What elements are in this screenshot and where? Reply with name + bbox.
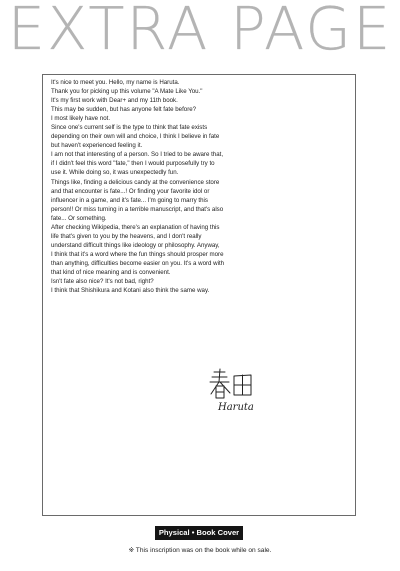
letter-line: This may be sudden, but has anyone felt fate before?: [51, 106, 197, 114]
letter-line: I think that it's a word where the fun things should prosper more: [51, 250, 224, 258]
letter-line: understand difficult things like ideology or philosophy. Anyway,: [51, 241, 220, 249]
letter-line: Thank you for picking up this volume "A Mate Like You.": [51, 88, 203, 96]
letter-line: if I didn't feel this word "fate," then I would purposefully try to: [51, 160, 215, 168]
letter-line: and that encounter is fate...! Or finding your favorite idol or: [51, 187, 210, 195]
letter-line: but haven't experienced feeling it.: [51, 142, 143, 150]
letter-line: fate... Or something.: [51, 214, 107, 222]
letter-line: It's nice to meet you. Hello, my name is Haruta.: [51, 79, 180, 86]
letter-line: Isn't fate also nice? It's not bad, right?: [51, 278, 154, 286]
page-banner-title: EXTRA PAGE: [7, 0, 393, 63]
letter-line: influencer in a game, and it's fate... I'm going to marry this: [51, 196, 208, 204]
letter-line: that kind of nice meaning and is convenient.: [51, 268, 171, 276]
letter-line: than anything, difficulties become easier on you. It's a word with: [51, 259, 225, 267]
letter-line: use it. While doing so, it was unexpectedly fun.: [51, 169, 179, 177]
letter-line: Things like, finding a delicious candy at the convenience store: [51, 178, 220, 186]
letter-line: person!! Or miss turning in a terrible manuscript, and that's also: [51, 205, 224, 213]
letter-line: I most likely have not.: [51, 115, 111, 123]
source-note: ※ This inscription was on the book while on sale.: [128, 547, 272, 554]
letter-body: [51, 78, 321, 295]
letter-line: Since one's current self is the type to think that fate exists: [51, 124, 208, 132]
signature-name: Haruta: [218, 402, 254, 413]
author-signature: [201, 367, 271, 417]
signature-drawing: [201, 367, 271, 417]
letter-line: depending on their own will and choice, I think I believe in fate: [51, 133, 220, 141]
letter-line: After checking Wikipedia, there's an explanation of having this: [51, 223, 220, 231]
letter-line: I think that Shishikura and Kotani also think the same way.: [51, 287, 210, 295]
letter-line: life that's given to you by the heavens, and I don't really: [51, 232, 202, 240]
letter-line: It's my first work with Dear+ and my 11th book.: [51, 97, 178, 105]
letter-line: I am not that interesting of a person. So I tried to be aware that,: [51, 151, 224, 159]
source-badge: Physical • Book Cover: [155, 526, 243, 540]
